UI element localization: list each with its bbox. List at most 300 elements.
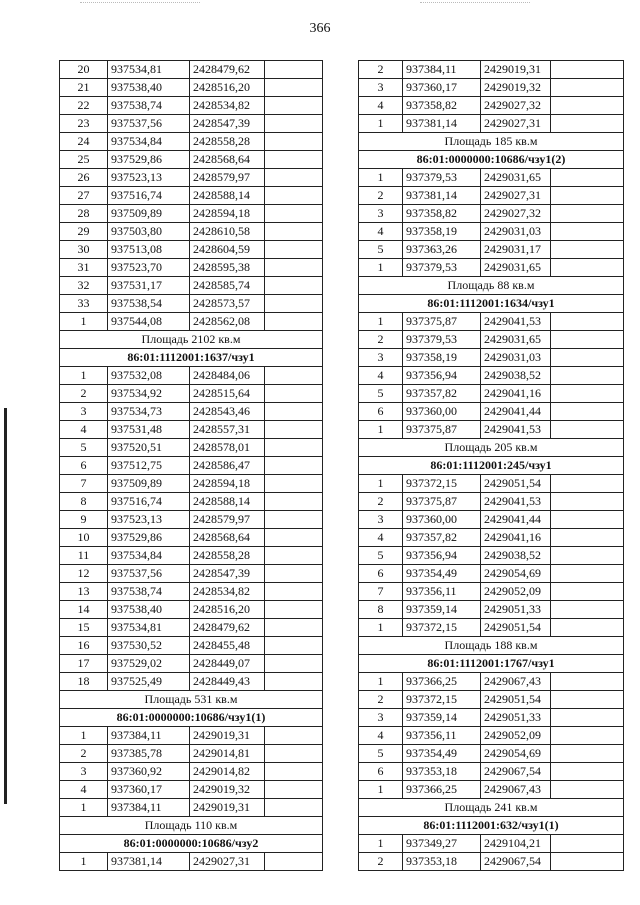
empty-cell [265, 313, 323, 331]
area-row [60, 817, 323, 835]
y-coordinate: 2428588,14 [190, 187, 265, 205]
area-row [359, 637, 624, 655]
empty-cell [551, 781, 624, 799]
cadastral-number: 86:01:0000000:10686/чзу1(1) [60, 709, 323, 727]
x-coordinate: 937385,78 [108, 745, 190, 763]
point-number: 1 [359, 835, 403, 853]
y-coordinate: 2428594,18 [190, 475, 265, 493]
point-number: 20 [60, 61, 108, 79]
coordinate-row [60, 367, 323, 385]
empty-cell [265, 475, 323, 493]
x-coordinate: 937534,84 [108, 547, 190, 565]
x-coordinate: 937379,53 [403, 169, 481, 187]
y-coordinate: 2429051,54 [481, 691, 551, 709]
y-coordinate: 2428534,82 [190, 97, 265, 115]
y-coordinate: 2429031,03 [481, 223, 551, 241]
x-coordinate: 937372,15 [403, 619, 481, 637]
empty-cell [265, 403, 323, 421]
x-coordinate: 937531,17 [108, 277, 190, 295]
x-coordinate: 937384,11 [403, 61, 481, 79]
empty-cell [551, 349, 624, 367]
empty-cell [265, 97, 323, 115]
coordinate-row [60, 385, 323, 403]
x-coordinate: 937360,00 [403, 511, 481, 529]
empty-cell [265, 511, 323, 529]
cadastral-number: 86:01:1112001:1637/чзу1 [60, 349, 323, 367]
coordinate-row [359, 331, 624, 349]
x-coordinate: 937525,49 [108, 673, 190, 691]
y-coordinate: 2428595,38 [190, 259, 265, 277]
y-coordinate: 2429014,82 [190, 763, 265, 781]
point-number: 25 [60, 151, 108, 169]
y-coordinate: 2428578,01 [190, 439, 265, 457]
x-coordinate: 937375,87 [403, 421, 481, 439]
cadastral-row [359, 151, 624, 169]
point-number: 1 [60, 367, 108, 385]
x-coordinate: 937349,27 [403, 835, 481, 853]
empty-cell [265, 295, 323, 313]
point-number: 1 [60, 853, 108, 871]
coordinate-row [60, 403, 323, 421]
coordinate-row [60, 529, 323, 547]
coordinate-row [60, 745, 323, 763]
y-coordinate: 2429067,43 [481, 781, 551, 799]
x-coordinate: 937357,82 [403, 385, 481, 403]
x-coordinate: 937381,14 [403, 187, 481, 205]
coordinate-row [60, 673, 323, 691]
left-coordinates-table [59, 60, 323, 871]
x-coordinate: 937534,81 [108, 61, 190, 79]
point-number: 6 [359, 565, 403, 583]
area-label: Площадь 110 кв.м [60, 817, 323, 835]
x-coordinate: 937513,08 [108, 241, 190, 259]
point-number: 2 [359, 187, 403, 205]
x-coordinate: 937372,15 [403, 691, 481, 709]
area-row [60, 331, 323, 349]
point-number: 22 [60, 97, 108, 115]
x-coordinate: 937356,11 [403, 583, 481, 601]
x-coordinate: 937363,26 [403, 241, 481, 259]
empty-cell [265, 655, 323, 673]
right-coordinates-table [358, 60, 624, 871]
empty-cell [551, 691, 624, 709]
point-number: 24 [60, 133, 108, 151]
x-coordinate: 937516,74 [108, 187, 190, 205]
point-number: 13 [60, 583, 108, 601]
point-number: 4 [60, 421, 108, 439]
y-coordinate: 2428516,20 [190, 601, 265, 619]
coordinate-row [60, 241, 323, 259]
point-number: 26 [60, 169, 108, 187]
x-coordinate: 937357,82 [403, 529, 481, 547]
y-coordinate: 2428557,31 [190, 421, 265, 439]
coordinate-row [359, 601, 624, 619]
empty-cell [265, 115, 323, 133]
y-coordinate: 2428585,74 [190, 277, 265, 295]
point-number: 12 [60, 565, 108, 583]
y-coordinate: 2429067,43 [481, 673, 551, 691]
x-coordinate: 937538,40 [108, 601, 190, 619]
y-coordinate: 2429027,31 [481, 115, 551, 133]
x-coordinate: 937354,49 [403, 745, 481, 763]
coordinate-row [60, 475, 323, 493]
empty-cell [551, 403, 624, 421]
coordinate-row [60, 853, 323, 871]
coordinate-row [60, 277, 323, 295]
empty-cell [265, 367, 323, 385]
coordinate-row [60, 133, 323, 151]
y-coordinate: 2428579,97 [190, 169, 265, 187]
x-coordinate: 937381,14 [403, 115, 481, 133]
y-coordinate: 2428484,06 [190, 367, 265, 385]
point-number: 6 [359, 403, 403, 421]
area-label: Площадь 205 кв.м [359, 439, 624, 457]
empty-cell [551, 61, 624, 79]
point-number: 31 [60, 259, 108, 277]
point-number: 2 [359, 331, 403, 349]
y-coordinate: 2429052,09 [481, 727, 551, 745]
area-label: Площадь 241 кв.м [359, 799, 624, 817]
y-coordinate: 2428449,43 [190, 673, 265, 691]
coordinate-row [60, 61, 323, 79]
x-coordinate: 937353,18 [403, 763, 481, 781]
y-coordinate: 2428610,58 [190, 223, 265, 241]
point-number: 3 [359, 205, 403, 223]
empty-cell [265, 763, 323, 781]
empty-cell [265, 727, 323, 745]
empty-cell [551, 187, 624, 205]
x-coordinate: 937379,53 [403, 259, 481, 277]
empty-cell [265, 799, 323, 817]
coordinate-row [60, 511, 323, 529]
y-coordinate: 2429014,81 [190, 745, 265, 763]
x-coordinate: 937384,11 [108, 727, 190, 745]
x-coordinate: 937358,19 [403, 349, 481, 367]
empty-cell [551, 727, 624, 745]
point-number: 7 [60, 475, 108, 493]
coordinate-row [359, 835, 624, 853]
point-number: 5 [359, 745, 403, 763]
point-number: 3 [60, 403, 108, 421]
y-coordinate: 2429051,54 [481, 475, 551, 493]
y-coordinate: 2429019,32 [190, 781, 265, 799]
point-number: 1 [60, 727, 108, 745]
area-label: Площадь 185 кв.м [359, 133, 624, 151]
x-coordinate: 937529,86 [108, 151, 190, 169]
point-number: 4 [359, 97, 403, 115]
empty-cell [265, 277, 323, 295]
x-coordinate: 937523,13 [108, 511, 190, 529]
empty-cell [551, 529, 624, 547]
y-coordinate: 2429041,16 [481, 529, 551, 547]
empty-cell [265, 565, 323, 583]
point-number: 2 [359, 61, 403, 79]
x-coordinate: 937534,92 [108, 385, 190, 403]
x-coordinate: 937529,86 [108, 529, 190, 547]
empty-cell [551, 601, 624, 619]
coordinate-row [60, 151, 323, 169]
point-number: 2 [359, 691, 403, 709]
point-number: 1 [359, 169, 403, 187]
x-coordinate: 937509,89 [108, 475, 190, 493]
x-coordinate: 937537,56 [108, 115, 190, 133]
coordinate-row [60, 655, 323, 673]
x-coordinate: 937360,17 [108, 781, 190, 799]
empty-cell [265, 439, 323, 457]
y-coordinate: 2429041,53 [481, 313, 551, 331]
point-number: 3 [60, 763, 108, 781]
page-number: 366 [309, 21, 331, 36]
x-coordinate: 937360,00 [403, 403, 481, 421]
coordinate-row [60, 205, 323, 223]
coordinate-row [359, 79, 624, 97]
y-coordinate: 2429019,31 [190, 727, 265, 745]
y-coordinate: 2428543,46 [190, 403, 265, 421]
y-coordinate: 2429041,44 [481, 511, 551, 529]
coordinate-row [359, 223, 624, 241]
empty-cell [265, 133, 323, 151]
empty-cell [551, 205, 624, 223]
coordinate-row [359, 205, 624, 223]
y-coordinate: 2428604,59 [190, 241, 265, 259]
empty-cell [265, 79, 323, 97]
coordinate-row [60, 547, 323, 565]
y-coordinate: 2429031,03 [481, 349, 551, 367]
x-coordinate: 937530,52 [108, 637, 190, 655]
empty-cell [551, 835, 624, 853]
point-number: 8 [60, 493, 108, 511]
empty-cell [551, 367, 624, 385]
x-coordinate: 937544,08 [108, 313, 190, 331]
cadastral-number: 86:01:0000000:10686/чзу1(2) [359, 151, 624, 169]
empty-cell [265, 547, 323, 565]
cadastral-row [359, 817, 624, 835]
x-coordinate: 937531,48 [108, 421, 190, 439]
coordinate-row [359, 727, 624, 745]
cadastral-row [359, 655, 624, 673]
x-coordinate: 937372,15 [403, 475, 481, 493]
x-coordinate: 937532,08 [108, 367, 190, 385]
coordinate-row [359, 313, 624, 331]
x-coordinate: 937534,73 [108, 403, 190, 421]
margin-bar [4, 408, 7, 804]
x-coordinate: 937359,14 [403, 601, 481, 619]
y-coordinate: 2428594,18 [190, 205, 265, 223]
point-number: 5 [359, 241, 403, 259]
coordinate-row [359, 619, 624, 637]
y-coordinate: 2429051,33 [481, 709, 551, 727]
empty-cell [551, 331, 624, 349]
empty-cell [551, 493, 624, 511]
y-coordinate: 2429051,33 [481, 601, 551, 619]
coordinate-row [60, 457, 323, 475]
area-row [359, 439, 624, 457]
coordinate-row [60, 637, 323, 655]
empty-cell [265, 385, 323, 403]
coordinate-row [60, 763, 323, 781]
y-coordinate: 2429027,31 [190, 853, 265, 871]
area-label: Площадь 88 кв.м [359, 277, 624, 295]
point-number: 5 [359, 385, 403, 403]
y-coordinate: 2428558,28 [190, 133, 265, 151]
area-row [60, 691, 323, 709]
x-coordinate: 937516,74 [108, 493, 190, 511]
coordinate-row [359, 745, 624, 763]
empty-cell [265, 583, 323, 601]
point-number: 27 [60, 187, 108, 205]
y-coordinate: 2428562,08 [190, 313, 265, 331]
x-coordinate: 937366,25 [403, 781, 481, 799]
coordinate-row [60, 187, 323, 205]
point-number: 6 [60, 457, 108, 475]
area-row [359, 277, 624, 295]
empty-cell [265, 637, 323, 655]
point-number: 2 [359, 853, 403, 871]
coordinate-row [359, 691, 624, 709]
coordinate-row [60, 115, 323, 133]
empty-cell [265, 187, 323, 205]
area-label: Площадь 2102 кв.м [60, 331, 323, 349]
coordinate-row [359, 781, 624, 799]
empty-cell [265, 493, 323, 511]
x-coordinate: 937538,74 [108, 583, 190, 601]
cadastral-number: 86:01:0000000:10686/чзу2 [60, 835, 323, 853]
y-coordinate: 2429019,31 [481, 61, 551, 79]
cadastral-row [359, 457, 624, 475]
empty-cell [265, 205, 323, 223]
coordinate-row [60, 421, 323, 439]
point-number: 33 [60, 295, 108, 313]
empty-cell [265, 745, 323, 763]
y-coordinate: 2428573,57 [190, 295, 265, 313]
y-coordinate: 2428449,07 [190, 655, 265, 673]
coordinate-row [60, 97, 323, 115]
point-number: 1 [359, 619, 403, 637]
point-number: 1 [359, 673, 403, 691]
coordinate-row [359, 367, 624, 385]
coordinate-row [359, 169, 624, 187]
empty-cell [551, 421, 624, 439]
empty-cell [551, 673, 624, 691]
x-coordinate: 937523,13 [108, 169, 190, 187]
y-coordinate: 2429019,31 [190, 799, 265, 817]
empty-cell [265, 853, 323, 871]
point-number: 2 [359, 493, 403, 511]
x-coordinate: 937509,89 [108, 205, 190, 223]
point-number: 3 [359, 79, 403, 97]
point-number: 3 [359, 511, 403, 529]
x-coordinate: 937538,54 [108, 295, 190, 313]
coordinate-row [60, 799, 323, 817]
x-coordinate: 937356,11 [403, 727, 481, 745]
x-coordinate: 937534,81 [108, 619, 190, 637]
coordinate-row [359, 241, 624, 259]
point-number: 23 [60, 115, 108, 133]
point-number: 4 [359, 223, 403, 241]
cadastral-number: 86:01:1112001:1767/чзу1 [359, 655, 624, 673]
coordinate-row [60, 79, 323, 97]
point-number: 2 [60, 745, 108, 763]
point-number: 3 [359, 709, 403, 727]
empty-cell [551, 313, 624, 331]
empty-cell [551, 259, 624, 277]
y-coordinate: 2429041,16 [481, 385, 551, 403]
y-coordinate: 2429038,52 [481, 367, 551, 385]
y-coordinate: 2429027,32 [481, 97, 551, 115]
empty-cell [265, 673, 323, 691]
coordinate-row [359, 61, 624, 79]
y-coordinate: 2429041,53 [481, 421, 551, 439]
point-number: 7 [359, 583, 403, 601]
point-number: 16 [60, 637, 108, 655]
x-coordinate: 937359,14 [403, 709, 481, 727]
y-coordinate: 2428586,47 [190, 457, 265, 475]
coordinate-row [359, 115, 624, 133]
empty-cell [551, 511, 624, 529]
point-number: 4 [359, 727, 403, 745]
coordinate-row [359, 853, 624, 871]
coordinate-row [60, 439, 323, 457]
cadastral-number: 86:01:1112001:632/чзу1(1) [359, 817, 624, 835]
coordinate-row [60, 493, 323, 511]
x-coordinate: 937360,17 [403, 79, 481, 97]
y-coordinate: 2429031,65 [481, 169, 551, 187]
y-coordinate: 2429067,54 [481, 763, 551, 781]
y-coordinate: 2429054,69 [481, 565, 551, 583]
point-number: 4 [359, 367, 403, 385]
point-number: 21 [60, 79, 108, 97]
point-number: 1 [60, 799, 108, 817]
cadastral-row [60, 709, 323, 727]
empty-cell [551, 475, 624, 493]
x-coordinate: 937356,94 [403, 547, 481, 565]
point-number: 17 [60, 655, 108, 673]
y-coordinate: 2429041,44 [481, 403, 551, 421]
coordinate-row [60, 583, 323, 601]
coordinate-row [359, 583, 624, 601]
empty-cell [551, 763, 624, 781]
coordinate-row [60, 295, 323, 313]
y-coordinate: 2428516,20 [190, 79, 265, 97]
x-coordinate: 937381,14 [108, 853, 190, 871]
point-number: 5 [60, 439, 108, 457]
cadastral-row [359, 295, 624, 313]
y-coordinate: 2429031,65 [481, 331, 551, 349]
x-coordinate: 937354,49 [403, 565, 481, 583]
coordinate-row [359, 403, 624, 421]
empty-cell [551, 169, 624, 187]
x-coordinate: 937358,82 [403, 97, 481, 115]
empty-cell [265, 169, 323, 187]
empty-cell [551, 115, 624, 133]
x-coordinate: 937366,25 [403, 673, 481, 691]
empty-cell [551, 223, 624, 241]
point-number: 1 [359, 781, 403, 799]
coordinate-row [60, 781, 323, 799]
coordinate-row [359, 97, 624, 115]
point-number: 29 [60, 223, 108, 241]
y-coordinate: 2429031,65 [481, 259, 551, 277]
coordinate-row [60, 565, 323, 583]
empty-cell [265, 601, 323, 619]
coordinate-row [60, 169, 323, 187]
y-coordinate: 2429052,09 [481, 583, 551, 601]
cadastral-number: 86:01:1112001:245/чзу1 [359, 457, 624, 475]
y-coordinate: 2428568,64 [190, 151, 265, 169]
y-coordinate: 2429104,21 [481, 835, 551, 853]
y-coordinate: 2429031,17 [481, 241, 551, 259]
empty-cell [265, 151, 323, 169]
